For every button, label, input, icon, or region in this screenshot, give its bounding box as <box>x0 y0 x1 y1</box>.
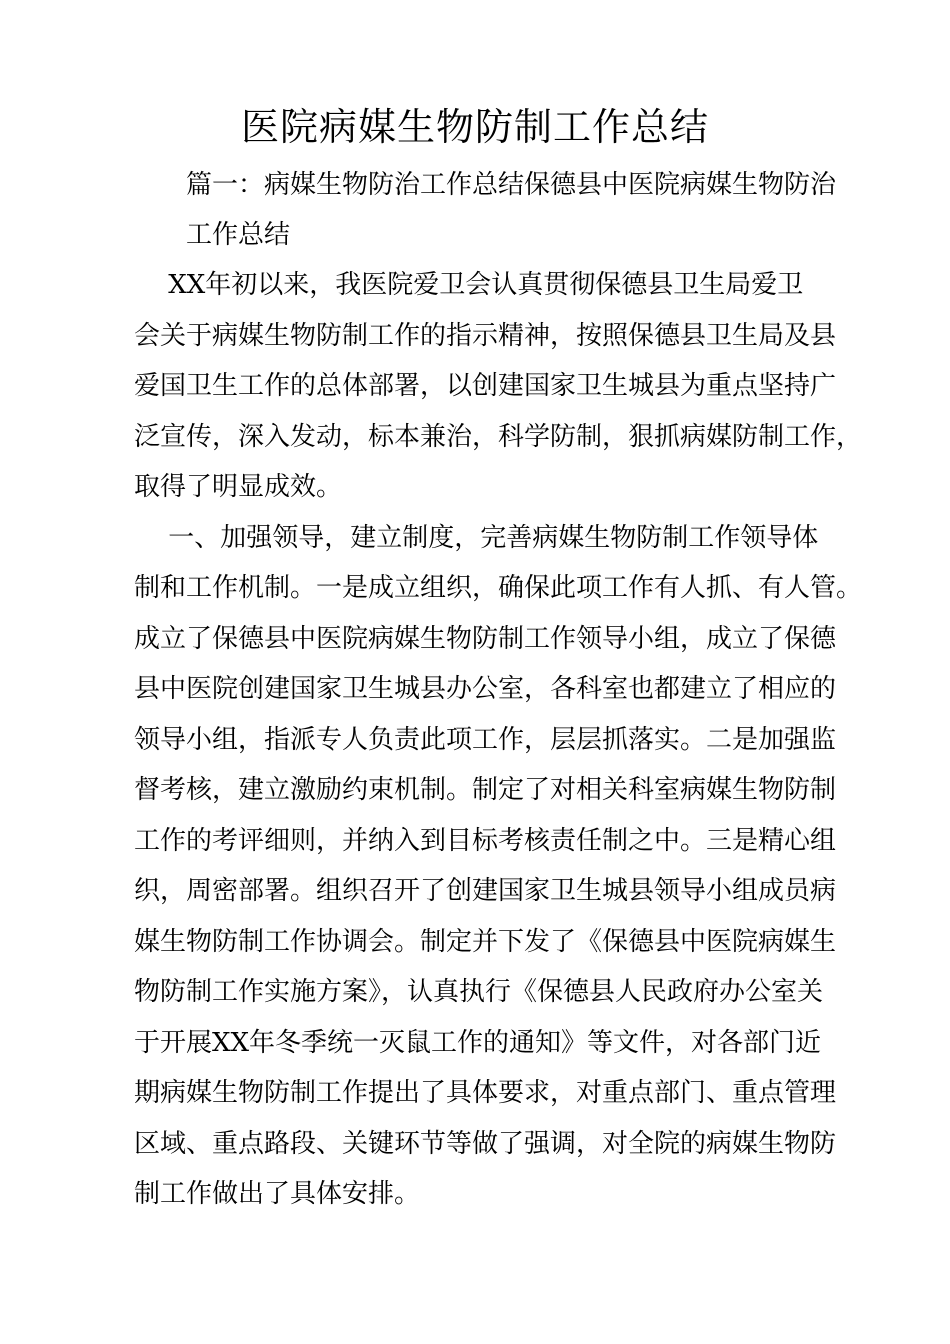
subtitle-line: 篇一：病媒生物防治工作总结保德县中医院病媒生物防治 <box>186 170 837 200</box>
text-line: 泛宣传，深入发动，标本兼治，科学防制，狠抓病媒防制工作， <box>134 421 863 452</box>
text-line: XX年初以来，我医院爱卫会认真贯彻保德县卫生局爱卫 <box>134 270 804 300</box>
text-line: 督考核，建立激励约束机制。制定了对相关科室病媒生物防制 <box>134 775 837 805</box>
text-line: 工作的考评细则，并纳入到目标考核责任制之中。三是精心组 <box>134 825 837 856</box>
text-line: 制工作做出了具体安排。 <box>134 1179 421 1209</box>
text-line: 领导小组，指派专人负责此项工作，层层抓落实。二是加强监 <box>134 724 837 755</box>
text-line: 爱国卫生工作的总体部署，以创建国家卫生城县为重点坚持广 <box>134 371 837 401</box>
text-line: 县中医院创建国家卫生城县办公室，各科室也都建立了相应的 <box>134 674 837 704</box>
text-line: 媒生物防制工作协调会。制定并下发了《保德县中医院病媒生 <box>134 926 837 957</box>
text-line: 织，周密部署。组织召开了创建国家卫生城县领导小组成员病 <box>134 876 837 906</box>
text-line: 期病媒生物防制工作提出了具体要求，对重点部门、重点管理 <box>134 1078 837 1108</box>
text-line: 物防制工作实施方案》，认真执行《保德县人民政府办公室关 <box>134 977 824 1007</box>
document-body <box>134 260 863 1220</box>
paragraph-intro <box>134 260 863 513</box>
text-line: 一、加强领导，建立制度，完善病媒生物防制工作领导体 <box>134 522 819 553</box>
document-title: 医院病媒生物防制工作总结 <box>240 105 709 149</box>
text-line: 制和工作机制。一是成立组织，确保此项工作有人抓、有人管。 <box>134 573 863 603</box>
paragraph-section-one <box>134 513 863 1220</box>
text-line: 会关于病媒生物防制工作的指示精神，按照保德县卫生局及县 <box>134 320 837 351</box>
text-line: 于开展XX年冬季统一灭鼠工作的通知》等文件，对各部门近 <box>134 1027 822 1058</box>
text-line: 取得了明显成效。 <box>134 472 343 502</box>
subtitle-line: 工作总结 <box>186 220 291 250</box>
document-subtitle <box>186 160 846 260</box>
text-line: 区域、重点路段、关键环节等做了强调，对全院的病媒生物防 <box>134 1128 837 1159</box>
text-line: 成立了保德县中医院病媒生物防制工作领导小组，成立了保德 <box>134 623 837 654</box>
